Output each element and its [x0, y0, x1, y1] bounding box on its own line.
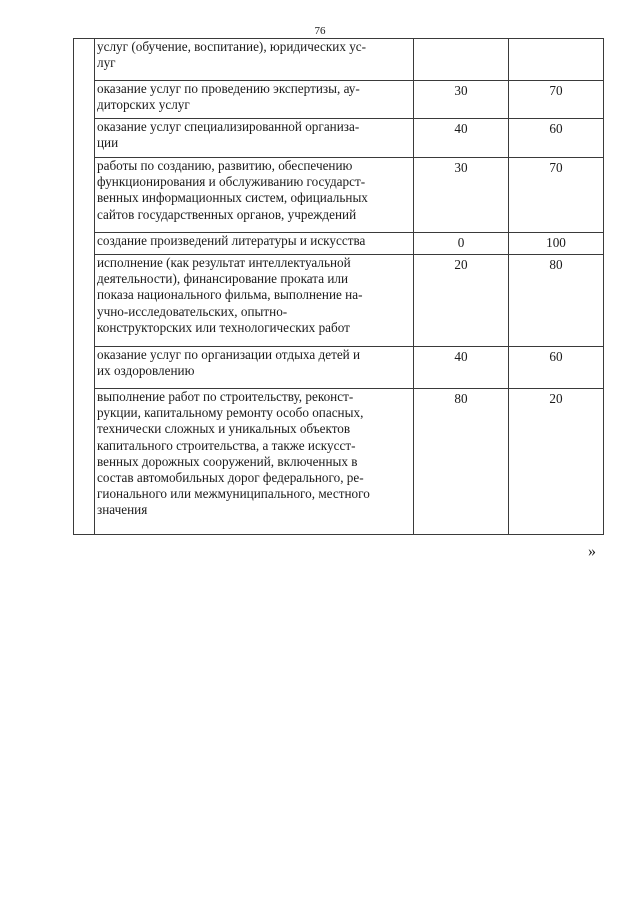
- description-line: гионального или межмуниципального, местного: [97, 486, 370, 502]
- table-row: [74, 255, 604, 347]
- description-line: венных дорожных сооружений, включенных в: [97, 453, 358, 469]
- description-line: капитального строительства, а также искусст-: [97, 437, 356, 453]
- description-line: выполнение работ по строительству, реконст-: [97, 389, 354, 404]
- description-line: работы по созданию, развитию, обеспечению: [97, 158, 353, 173]
- table-row: [74, 389, 604, 535]
- blank-column-cell: [74, 233, 95, 255]
- description-line: исполнение (как результат интеллектуальной: [97, 255, 351, 270]
- description-line: конструкторских или технологических работ: [97, 319, 350, 335]
- service-description-cell: [95, 81, 414, 119]
- percent-value-cell-2: 20: [509, 389, 604, 535]
- description-line: значения: [97, 502, 148, 518]
- description-line: деятельности), финансирование проката или: [97, 271, 349, 287]
- service-description-cell: [95, 119, 414, 158]
- percent-value-cell-2: [509, 39, 604, 81]
- description-line: создание произведений литературы и искусства: [97, 233, 366, 248]
- service-description-cell: [95, 39, 414, 81]
- description-line: их оздоровлению: [97, 363, 195, 379]
- table-row: [74, 81, 604, 119]
- description-line: луг: [97, 55, 116, 71]
- blank-column-cell: [74, 255, 95, 347]
- service-description-cell: [95, 158, 414, 233]
- percent-value-cell-1: 30: [414, 81, 509, 119]
- blank-column-cell: [74, 347, 95, 389]
- table-row: [74, 119, 604, 158]
- service-description-cell: [95, 255, 414, 347]
- percent-value-cell-2: 100: [509, 233, 604, 255]
- description-line: ции: [97, 135, 119, 151]
- service-description-cell: [95, 347, 414, 389]
- percent-value-cell-2: 60: [509, 347, 604, 389]
- blank-column-cell: [74, 389, 95, 535]
- description-line: сайтов государственных органов, учреждений: [97, 206, 357, 222]
- services-table: [73, 38, 604, 535]
- percent-value-cell-2: 80: [509, 255, 604, 347]
- description-line: функционирования и обслуживанию государст-: [97, 174, 366, 190]
- table-row: [74, 347, 604, 389]
- blank-column-cell: [74, 81, 95, 119]
- description-line: состав автомобильных дорог федерального, ре-: [97, 470, 364, 486]
- description-line: учно-исследовательских, опытно-: [97, 303, 288, 319]
- percent-value-cell-2: 70: [509, 81, 604, 119]
- description-line: оказание услуг по организации отдыха детей и: [97, 347, 361, 362]
- percent-value-cell-1: 40: [414, 119, 509, 158]
- blank-column-cell: [74, 39, 95, 81]
- description-line: диторских услуг: [97, 97, 190, 113]
- table-row: [74, 39, 604, 81]
- description-line: рукции, капитальному ремонту особо опасных,: [97, 405, 364, 421]
- percent-value-cell-1: 80: [414, 389, 509, 535]
- closing-quote: »: [588, 543, 596, 560]
- percent-value-cell-2: 70: [509, 158, 604, 233]
- table-row: [74, 233, 604, 255]
- description-line: технически сложных и уникальных объектов: [97, 421, 351, 437]
- description-line: венных информационных систем, официальных: [97, 190, 368, 206]
- percent-value-cell-1: 40: [414, 347, 509, 389]
- page-number: 76: [314, 25, 326, 37]
- description-line: показа национального фильма, выполнение на-: [97, 287, 363, 303]
- percent-value-cell-1: [414, 39, 509, 81]
- service-description-cell: [95, 389, 414, 535]
- description-line: услуг (обучение, воспитание), юридических ус-: [97, 39, 367, 54]
- description-line: оказание услуг специализированной организа-: [97, 119, 360, 134]
- percent-value-cell-1: 0: [414, 233, 509, 255]
- percent-value-cell-2: 60: [509, 119, 604, 158]
- percent-value-cell-1: 20: [414, 255, 509, 347]
- service-description-cell: [95, 233, 414, 255]
- description-line: оказание услуг по проведению экспертизы, ау-: [97, 81, 360, 96]
- blank-column-cell: [74, 119, 95, 158]
- percent-value-cell-1: 30: [414, 158, 509, 233]
- table-row: [74, 158, 604, 233]
- blank-column-cell: [74, 158, 95, 233]
